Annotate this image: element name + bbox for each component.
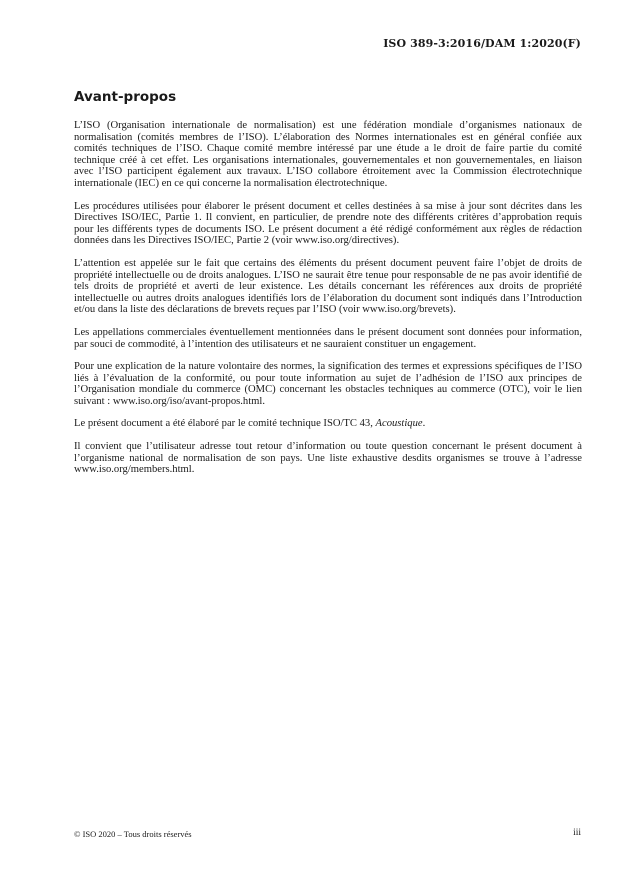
- paragraph-iso-organisation: L’ISO (Organisation internationale de normalisation) est une fédération mondiale d’organismes nationaux de normalisation (comités membres de l’ISO). L’élaboration des Normes internationales est en général confiée aux comités techniques de l’ISO. Chaque comité membre intéressé par une étude a le droit de faire partie du comité technique créé à cet effet. Les organisations internationales, gouvernementales et non gouvernementales, en liaison avec l’ISO participent également aux travaux. L’ISO collabore étroitement avec la Commission électrotechnique internationale (IEC) en ce qui concerne la normalisation électrotechnique.: [74, 120, 582, 189]
- committee-text: Le présent document a été élaboré par le comité technique ISO/TC 43,: [74, 418, 376, 430]
- paragraph-technical-committee: [74, 418, 582, 430]
- paragraph-feedback: Il convient que l’utilisateur adresse tout retour d’information ou toute question concernant le présent document à l’organisme national de normalisation de son pays. Une liste exhaustive desdits organismes se trouve à l’adresse www.iso.org/members.html.: [74, 441, 582, 476]
- committee-period: .: [422, 418, 426, 430]
- paragraph-procedures: Les procédures utilisées pour élaborer le présent document et celles destinées à sa mise à jour sont décrites dans les Directives ISO/IEC, Partie 1. Il convient, en particulier, de prendre note des différents critères d’approbation requis pour les différents types de documents ISO. Le présent document a été rédigé conformément aux règles de rédaction données dans les Directives ISO/IEC, Partie 2 (voir www.iso.org/directives).: [74, 200, 582, 247]
- document-reference: ISO 389-3:2016/DAM 1:2020(F): [383, 37, 581, 50]
- section-title: Avant-propos: [74, 89, 177, 105]
- paragraph-voluntary-nature: Pour une explication de la nature volontaire des normes, la signification des termes et expressions spécifiques de l’ISO liés à l’évaluation de la conformité, ou pour toute information au sujet de l’adhésion de l’ISO aux principes de l’Organisation mondiale du commerce (OMC) concernant les obstacles techniques au commerce (OTC), voir le lien suivant : www.iso.org/iso/avant-propos.html.: [74, 361, 582, 407]
- footer-page-number: iii: [573, 828, 581, 838]
- footer-copyright: © ISO 2020 – Tous droits réservés: [74, 829, 192, 839]
- paragraph-trade-names: Les appellations commerciales éventuellement mentionnées dans le présent document sont données pour information, par souci de commodité, à l’intention des utilisateurs et ne sauraient constituer un engagement.: [74, 326, 582, 350]
- foreword-body: [74, 120, 582, 487]
- committee-name: Acoustique: [375, 418, 423, 430]
- paragraph-patent-rights: L’attention est appelée sur le fait que certains des éléments du présent document peuvent faire l’objet de droits de propriété intellectuelle ou de droits analogues. L’ISO ne saurait être tenue pour responsable de ne pas avoir identifié de tels droits de propriété et averti de leur existence. Les détails concernant les références aux droits de propriété intellectuelle ou autres droits analogues identifiés lors de l’élaboration du document sont indiqués dans l’Introduction et/ou dans la liste des déclarations de brevets reçues par l’ISO (voir www.iso.org/brevets).: [74, 257, 582, 316]
